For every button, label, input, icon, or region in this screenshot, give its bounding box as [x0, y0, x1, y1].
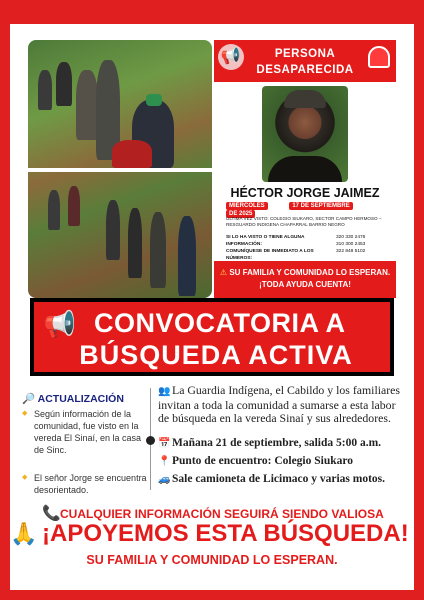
intro-paragraph	[158, 384, 402, 426]
footer-line3: SU FAMILIA Y COMUNIDAD LO ESPERAN.	[86, 553, 338, 567]
phone-number[interactable]: 320 330 2476	[336, 235, 366, 240]
photo-person	[106, 200, 120, 260]
photo-person	[76, 70, 98, 140]
search-photos	[28, 40, 212, 298]
calendar-icon: 📅	[158, 437, 171, 449]
info-prompt-line1: SI LO HA VISTO O TIENE ALGUNA INFORMACIÓN:	[226, 235, 305, 247]
poster-header	[214, 40, 396, 82]
photo-person	[112, 140, 152, 168]
pin-icon: 📍	[158, 455, 171, 467]
siren-icon	[368, 46, 390, 68]
phone-number[interactable]: 310 300 2453	[336, 242, 366, 247]
update-item: ◆ El señor Jorge se encuentra desorientado.	[22, 472, 148, 496]
photo-divider	[28, 168, 212, 172]
car-icon: 🚙	[158, 473, 171, 485]
last-seen-text: ÚLTIMA VEZ VISTO: COLEGIO SIUKARO, SECTOR CAMPO HERMOSO – RESGUARDO INDIGENA CHAPARRAL BARRIO NEGRO	[226, 216, 382, 227]
convocatoria-line1: CONVOCATORIA A	[94, 308, 346, 338]
divider-dot	[146, 436, 155, 445]
missing-person-name: HÉCTOR JORGE JAIMEZ	[230, 186, 380, 200]
update-title-text: ACTUALIZACIÓN	[37, 393, 124, 405]
photo-person	[128, 208, 142, 278]
convocatoria-banner	[30, 298, 394, 376]
megaphone-icon: 📢	[218, 44, 244, 70]
megaphone-icon: 📢	[43, 309, 77, 339]
footer-headline: ¡APOYEMOS ESTA BÚSQUEDA!	[42, 520, 409, 547]
info-prompt-line2: COMUNÍQUESE DE INMEDIATO A LOS NÚMEROS:	[226, 249, 314, 261]
convocatoria-line2: BÚSQUEDA ACTIVA	[79, 340, 353, 370]
photo-person	[56, 62, 72, 106]
missing-person-poster	[214, 40, 396, 298]
portrait-cap	[284, 90, 326, 108]
poster-banner-text1: SU FAMILIA Y COMUNIDAD LO ESPERAN.	[229, 268, 391, 277]
people-icon: 👥	[158, 386, 171, 397]
poster-banner	[214, 261, 396, 298]
missing-date	[226, 202, 384, 217]
info-prompt	[226, 234, 326, 262]
missing-person-photo	[262, 86, 348, 182]
phone-list	[336, 234, 394, 255]
footer-line1-text: CUALQUIER INFORMACIÓN SEGUIRÁ SIENDO VALIOSA	[60, 507, 384, 521]
portrait-shirt	[268, 156, 342, 182]
photo-person	[68, 186, 80, 226]
poster-header-text: PERSONA DESAPARECIDA	[256, 48, 354, 76]
poster-banner-line2: ¡TODA AYUDA CUENTA!	[259, 280, 351, 289]
photo-person	[178, 216, 196, 296]
photo-person	[38, 70, 52, 110]
poster-banner-line1	[214, 267, 396, 279]
praying-hands-icon: 🙏	[10, 522, 38, 547]
phone-number[interactable]: 322 848 5102	[336, 249, 366, 254]
update-title	[22, 392, 152, 405]
where-row	[158, 454, 402, 469]
warning-icon: ⚠	[219, 268, 230, 277]
missing-date-text: 17 DE SEPTIEMBRE	[289, 202, 352, 210]
photo-person	[48, 190, 60, 230]
photo-person	[150, 212, 166, 288]
magnifier-icon: 🔎	[22, 393, 36, 405]
where-text: Punto de encuentro: Colegio Siukaro	[172, 454, 354, 467]
details-column	[158, 384, 402, 487]
missing-year: DE 2025	[226, 210, 255, 218]
when-text: Mañana 21 de septiembre, salida 5:00 a.m.	[172, 436, 382, 449]
phone-icon: 📞	[42, 504, 61, 522]
transport-row	[158, 472, 402, 487]
missing-day: MIÉRCOLES	[226, 202, 268, 210]
photo-headband	[146, 94, 162, 106]
when-row	[158, 436, 402, 451]
intro-text: La Guardia Indígena, el Cabildo y los familiares invitan a toda la comunidad a sumarse a esta labor de búsqueda en la vereda Sinaí y sus alrededores.	[158, 383, 401, 425]
update-list	[22, 408, 148, 504]
update-item: ◆ Según información de la comunidad, fue visto en la vereda El Sinaí, en la casa de Sinc.	[22, 408, 148, 456]
transport-text: Sale camioneta de Licimaco y varias motos.	[172, 472, 386, 485]
